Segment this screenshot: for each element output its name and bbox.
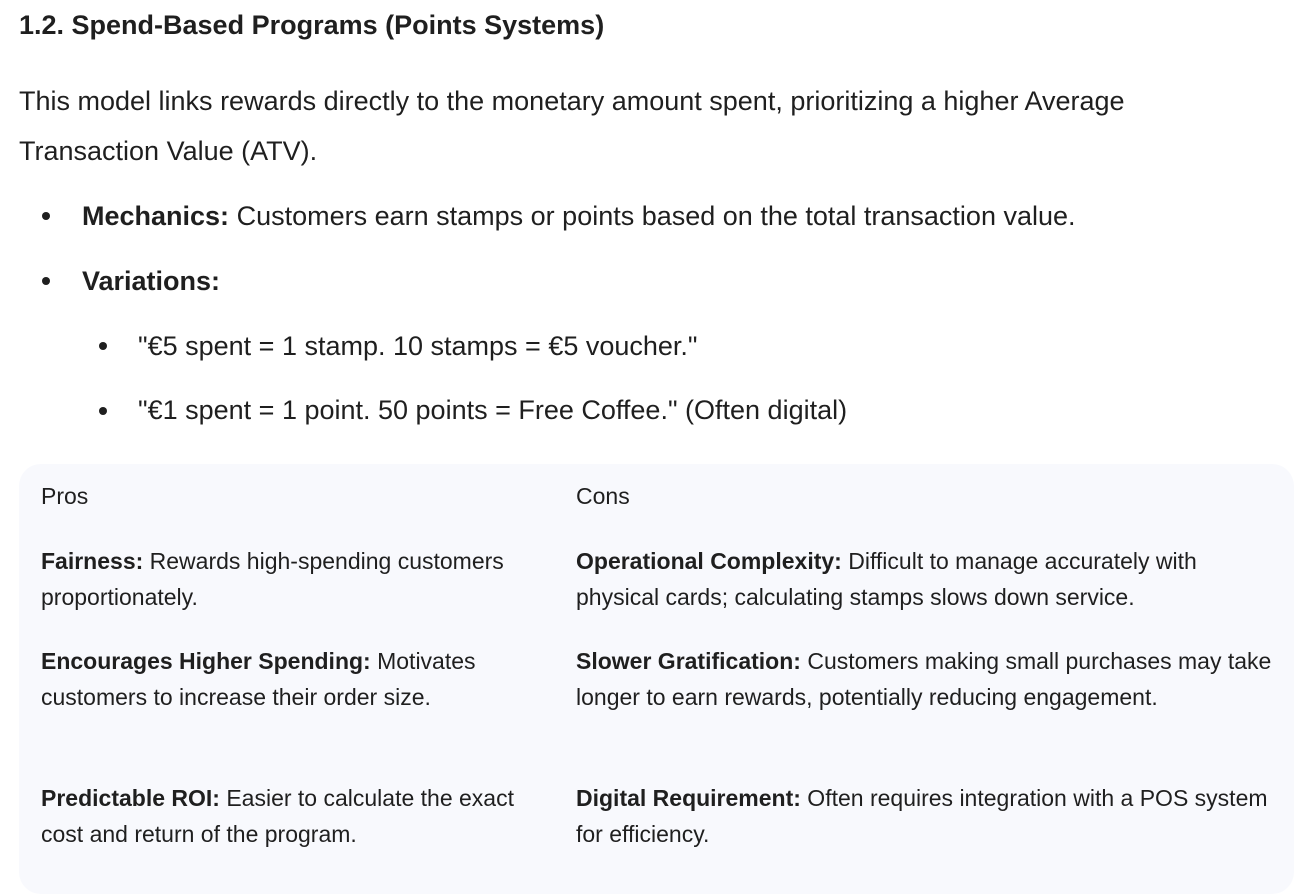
table-cell-pro (41, 543, 541, 615)
bullet-text: Customers earn stamps or points based on the total transaction value. (229, 201, 1076, 231)
sub-bullet-item: "€1 spent = 1 point. 50 points = Free Coffee." (Often digital) (138, 395, 848, 425)
cell-text: Motivates customers to increase their order size. (41, 648, 476, 710)
cell-label: Digital Requirement: (576, 785, 801, 811)
bullet-dot (42, 277, 50, 285)
bullet-variations (82, 264, 220, 298)
cell-text: Difficult to manage accurately with physical cards; calculating stamps slows down service. (576, 548, 1197, 610)
cell-text: Often requires integration with a POS system for efficiency. (576, 785, 1268, 847)
sub-bullet-dot (99, 342, 107, 350)
bullet-dot (42, 212, 50, 220)
table-header-pros: Pros (41, 483, 89, 509)
bullet-label: Variations: (82, 266, 221, 296)
cell-label: Predictable ROI: (41, 785, 220, 811)
section-heading: 1.2. Spend-Based Programs (Points Systems) (19, 10, 605, 40)
table-cell-con (576, 780, 1276, 852)
table-cell-con (576, 543, 1276, 615)
table-cell-pro (41, 780, 541, 852)
cell-text: Customers making small purchases may take longer to earn rewards, potentially reducing engagement. (576, 648, 1272, 710)
sub-bullet-item: "€5 spent = 1 stamp. 10 stamps = €5 voucher." (138, 331, 698, 361)
sub-bullet-dot (99, 407, 107, 415)
table-cell-pro (41, 643, 541, 715)
cell-text: Rewards high-spending customers proportionately. (41, 548, 504, 610)
bullet-label: Mechanics: (82, 201, 230, 231)
cell-label: Operational Complexity: (576, 548, 842, 574)
cell-label: Encourages Higher Spending: (41, 648, 371, 674)
cell-label: Fairness: (41, 548, 144, 574)
table-cell-con (576, 643, 1276, 715)
cell-text: Easier to calculate the exact cost and return of the program. (41, 785, 514, 847)
table-header-cons: Cons (576, 483, 630, 509)
pros-cons-table (19, 464, 1294, 894)
bullet-mechanics (82, 199, 1076, 233)
intro-paragraph: This model links rewards directly to the monetary amount spent, prioritizing a higher Average Transaction Value (ATV). (19, 86, 1125, 166)
cell-label: Slower Gratification: (576, 648, 801, 674)
